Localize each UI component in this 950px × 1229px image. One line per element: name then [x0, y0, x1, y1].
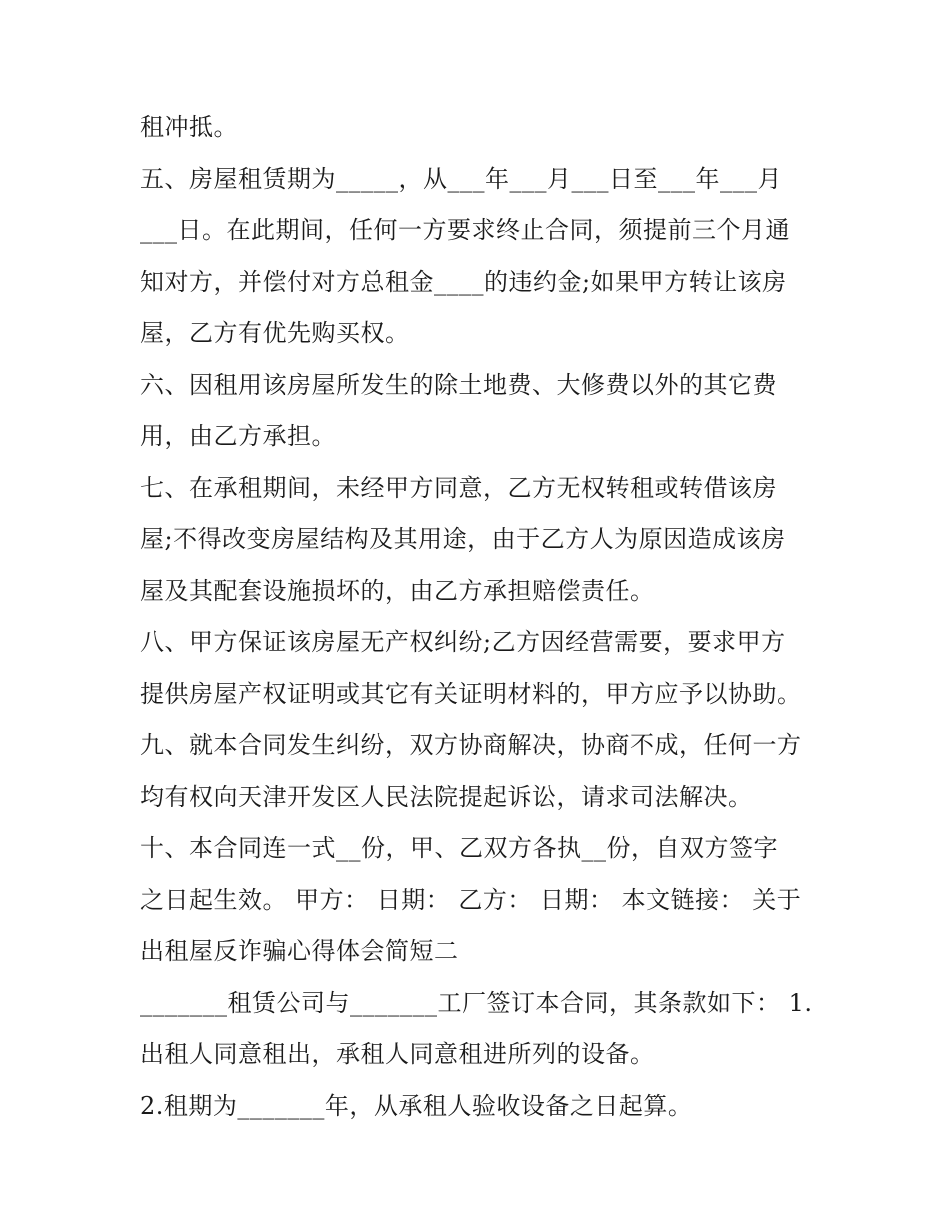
- text-line: 八、甲方保证该房屋无产权纠纷;乙方因经营需要，要求甲方: [140, 628, 786, 656]
- text-line: _______租赁公司与_______工厂签订本合同，其条款如下： 1.: [140, 988, 813, 1017]
- text-line: 屋;不得改变房屋结构及其用途，由于乙方人为原因造成该房: [140, 525, 786, 553]
- text-line: 屋及其配套设施损坏的，由乙方承担赔偿责任。: [140, 576, 655, 605]
- text-line: 知对方，并偿付对方总租金____的违约金;如果甲方转让该房: [140, 267, 787, 296]
- text-line: 九、就本合同发生纠纷，双方协商解决，协商不成，任何一方: [140, 731, 802, 759]
- text-line: 屋，乙方有优先购买权。: [140, 319, 410, 347]
- text-line: 之日起生效。 甲方： 日期： 乙方： 日期： 本文链接： 关于: [140, 885, 802, 914]
- text-line: 出租人同意租出，承租人同意租进所列的设备。: [140, 1040, 655, 1068]
- text-line: 七、在承租期间，未经甲方同意，乙方无权转租或转借该房: [140, 473, 777, 502]
- text-line: 五、房屋租赁期为_____，从___年___月___日至___年___月: [140, 164, 782, 193]
- text-line: 租冲抵。: [140, 113, 238, 141]
- text-line: 提供房屋产权证明或其它有关证明材料的，甲方应予以协助。: [140, 679, 802, 708]
- text-line: 六、因租用该房屋所发生的除土地费、大修费以外的其它费: [140, 370, 777, 399]
- text-line: 出租屋反诈骗心得体会简短二: [140, 937, 459, 965]
- text-line: 均有权向天津开发区人民法院提起诉讼，请求司法解决。: [140, 782, 753, 811]
- text-line: 用，由乙方承担。: [140, 422, 336, 450]
- text-line: 十、本合同连一式__份，甲、乙双方各执__份，自双方签字: [140, 834, 778, 862]
- contract-text: [140, 102, 830, 1132]
- text-line: ___日。在此期间，任何一方要求终止合同，须提前三个月通: [140, 216, 790, 244]
- text-line: 2.租期为_______年，从承租人验收设备之日起算。: [140, 1091, 693, 1120]
